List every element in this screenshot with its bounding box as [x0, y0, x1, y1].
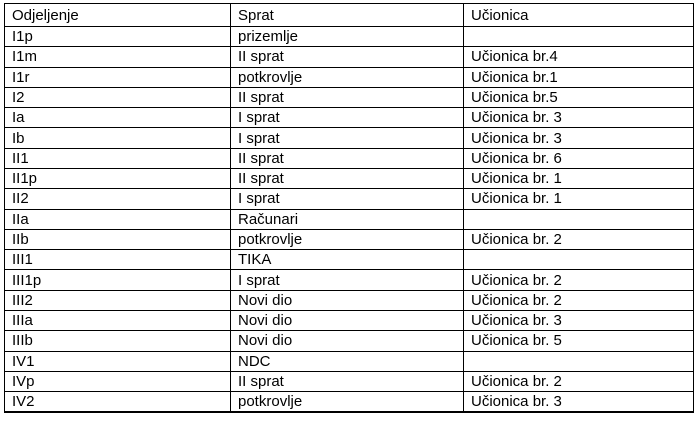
cell-ucionica: Učionica br. 2 [464, 371, 694, 391]
cell-ucionica: Učionica br.5 [464, 87, 694, 107]
cell-ucionica: Učionica br. 5 [464, 331, 694, 351]
cell-odjeljenje: IVp [5, 371, 231, 391]
cell-ucionica: Učionica br. 1 [464, 168, 694, 188]
cell-odjeljenje: I1m [5, 47, 231, 67]
table-row [5, 209, 694, 229]
cell-ucionica: Učionica br. 1 [464, 189, 694, 209]
cell-sprat: potkrovlje [231, 392, 464, 412]
cell-odjeljenje: IV1 [5, 351, 231, 371]
cell-ucionica: Učionica br. 3 [464, 108, 694, 128]
cell-sprat: TIKA [231, 250, 464, 270]
cell-sprat: II sprat [231, 87, 464, 107]
cell-odjeljenje: I1r [5, 67, 231, 87]
table-row [5, 371, 694, 391]
table-row [5, 189, 694, 209]
table-row [5, 168, 694, 188]
cell-ucionica: Učionica br. 2 [464, 229, 694, 249]
cell-sprat: I sprat [231, 128, 464, 148]
cell-sprat: II sprat [231, 148, 464, 168]
table-header-row [5, 4, 694, 27]
cell-odjeljenje: III2 [5, 290, 231, 310]
cell-sprat: Novi dio [231, 331, 464, 351]
classroom-schedule-table [4, 3, 694, 413]
table-row [5, 128, 694, 148]
table-row [5, 310, 694, 330]
column-header-ucionica: Učionica [464, 4, 694, 27]
cell-odjeljenje: II1p [5, 168, 231, 188]
cell-sprat: potkrovlje [231, 67, 464, 87]
cell-ucionica: Učionica br. 6 [464, 148, 694, 168]
cell-ucionica: Učionica br. 3 [464, 128, 694, 148]
table-row [5, 229, 694, 249]
cell-odjeljenje: III1p [5, 270, 231, 290]
cell-odjeljenje: I1p [5, 27, 231, 47]
cell-odjeljenje: II2 [5, 189, 231, 209]
cell-sprat: I sprat [231, 189, 464, 209]
table-row [5, 67, 694, 87]
cell-odjeljenje: III1 [5, 250, 231, 270]
table-row [5, 331, 694, 351]
column-header-sprat: Sprat [231, 4, 464, 27]
cell-sprat: Računari [231, 209, 464, 229]
cell-odjeljenje: IV2 [5, 392, 231, 412]
cell-sprat: II sprat [231, 168, 464, 188]
cell-ucionica: Učionica br. 3 [464, 310, 694, 330]
cell-odjeljenje: II1 [5, 148, 231, 168]
cell-ucionica: Učionica br.4 [464, 47, 694, 67]
cell-odjeljenje: Ia [5, 108, 231, 128]
cell-sprat: potkrovlje [231, 229, 464, 249]
table-row [5, 108, 694, 128]
table-row [5, 290, 694, 310]
table-row [5, 47, 694, 67]
cell-odjeljenje: IIb [5, 229, 231, 249]
cell-ucionica: Učionica br.1 [464, 67, 694, 87]
cell-sprat: Novi dio [231, 290, 464, 310]
table-row [5, 270, 694, 290]
table-row [5, 351, 694, 371]
cell-sprat: Novi dio [231, 310, 464, 330]
cell-odjeljenje: IIa [5, 209, 231, 229]
cell-ucionica: Učionica br. 2 [464, 290, 694, 310]
cell-sprat: II sprat [231, 47, 464, 67]
cell-sprat: I sprat [231, 270, 464, 290]
cell-sprat: I sprat [231, 108, 464, 128]
table-row [5, 392, 694, 412]
cell-sprat: II sprat [231, 371, 464, 391]
cell-ucionica [464, 250, 694, 270]
cell-ucionica: Učionica br. 2 [464, 270, 694, 290]
table-row [5, 87, 694, 107]
cell-ucionica [464, 351, 694, 371]
table-row [5, 148, 694, 168]
cell-ucionica: Učionica br. 3 [464, 392, 694, 412]
cell-sprat: NDC [231, 351, 464, 371]
cell-odjeljenje: IIIb [5, 331, 231, 351]
table-row [5, 250, 694, 270]
cell-odjeljenje: IIIa [5, 310, 231, 330]
cell-ucionica [464, 209, 694, 229]
cell-sprat: prizemlje [231, 27, 464, 47]
cell-odjeljenje: I2 [5, 87, 231, 107]
column-header-odjeljenje: Odjeljenje [5, 4, 231, 27]
cell-odjeljenje: Ib [5, 128, 231, 148]
cell-ucionica [464, 27, 694, 47]
table-row [5, 27, 694, 47]
